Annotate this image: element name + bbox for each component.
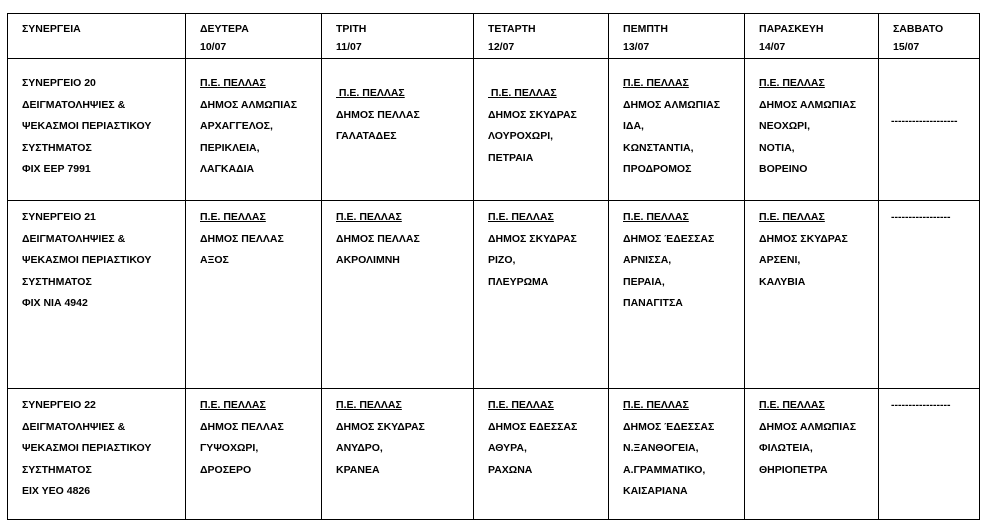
location-line: ΔΗΜΟΣ ΠΕΛΛΑΣ (336, 232, 420, 245)
crew-cell (8, 201, 186, 389)
saturday-cell (879, 59, 980, 201)
day-date: 15/07 (893, 41, 920, 53)
header-day (322, 14, 474, 59)
schedule-cell (186, 201, 322, 389)
location-line: ΓΑΛΑΤΑΔΕΣ (336, 130, 397, 142)
schedule-cell (745, 59, 879, 201)
location-line: ΔΗΜΟΣ ΣΚΥΔΡΑΣ (336, 420, 425, 433)
location-line: ΝΟΤΙΑ, (759, 141, 795, 154)
header-day (609, 14, 745, 59)
crew-line: ΕΙΧ ΥΕΟ 4826 (22, 485, 91, 497)
crew-line: ΣΥΝΕΡΓΕΙΟ 22 (22, 399, 96, 411)
crew-line: ΣΥΣΤΗΜΑΤΟΣ (22, 463, 92, 476)
region-label: Π.Ε. ΠΕΛΛΑΣ (759, 211, 825, 223)
location-line: ΑΝΥΔΡΟ, (336, 442, 383, 454)
schedule-cell (186, 59, 322, 201)
location-line: ΔΗΜΟΣ ΕΔΕΣΣΑΣ (488, 420, 578, 433)
location-line: ΠΕΤΡΑΙΑ (488, 151, 534, 164)
location-line: ΒΟΡΕΙΝΟ (759, 163, 808, 175)
location-line: ΑΡΝΙΣΣΑ, (623, 254, 672, 266)
location-line: ΠΕΡΑΙΑ, (623, 275, 665, 288)
crew-line: ΔΕΙΓΜΑΤΟΛΗΨΙΕΣ & (22, 98, 126, 111)
crew-cell (8, 59, 186, 201)
table-row (8, 59, 980, 201)
region-label: Π.Ε. ΠΕΛΛΑΣ (200, 399, 266, 411)
day-date: 12/07 (488, 41, 515, 53)
location-line: ΘΗΡΙΟΠΕΤΡΑ (759, 463, 828, 476)
location-line: ΦΙΛΩΤΕΙΑ, (759, 442, 813, 454)
region-label: Π.Ε. ΠΕΛΛΑΣ (200, 77, 266, 89)
day-name: ΔΕΥΤΕΡΑ (200, 23, 249, 35)
crew-line: ΔΕΙΓΜΑΤΟΛΗΨΙΕΣ & (22, 232, 126, 245)
day-date: 13/07 (623, 41, 650, 53)
empty-dash-line: ------------------- (891, 115, 958, 127)
region-label: Π.Ε. ΠΕΛΛΑΣ (759, 399, 825, 411)
region-label: Π.Ε. ΠΕΛΛΑΣ (759, 77, 825, 89)
day-name: ΤΕΤΑΡΤΗ (488, 23, 536, 35)
location-line: ΑΘΥΡΑ, (488, 442, 527, 454)
location-line: ΔΗΜΟΣ ΣΚΥΔΡΑΣ (759, 232, 848, 245)
header-row (8, 14, 980, 59)
crew-line: ΨΕΚΑΣΜΟΙ ΠΕΡΙΑΣΤΙΚΟΥ (22, 442, 152, 454)
schedule-cell (474, 59, 609, 201)
region-label: Π.Ε. ΠΕΛΛΑΣ (488, 211, 554, 223)
location-line: ΠΕΡΙΚΛΕΙΑ, (200, 141, 260, 154)
saturday-cell (879, 201, 980, 389)
schedule-cell (609, 389, 745, 520)
location-line: ΔΗΜΟΣ ΑΛΜΩΠΙΑΣ (200, 98, 298, 111)
schedule-cell (474, 389, 609, 520)
location-line: ΔΗΜΟΣ ΠΕΛΛΑΣ (200, 420, 284, 433)
crew-line: ΣΥΝΕΡΓΕΙΟ 20 (22, 77, 96, 89)
location-line: ΝΕΟΧΩΡΙ, (759, 120, 811, 132)
header-crews (8, 14, 186, 59)
region-label: Π.Ε. ΠΕΛΛΑΣ (623, 77, 689, 89)
location-line: ΔΡΟΣΕΡΟ (200, 463, 252, 476)
location-line: ΔΗΜΟΣ ΑΛΜΩΠΙΑΣ (759, 98, 857, 111)
location-line: ΚΑΛΥΒΙΑ (759, 275, 806, 288)
location-line: ΙΔΑ, (623, 120, 644, 132)
location-line: ΑΞΟΣ (200, 254, 229, 266)
empty-dash-line: ----------------- (891, 399, 951, 411)
location-line: ΚΑΙΣΑΡΙΑΝΑ (623, 485, 688, 497)
location-line: Ν.ΞΑΝΘΟΓΕΙΑ, (623, 442, 699, 454)
region-label: Π.Ε. ΠΕΛΛΑΣ (336, 399, 402, 411)
crew-line: ΔΕΙΓΜΑΤΟΛΗΨΙΕΣ & (22, 420, 126, 433)
location-line: ΠΑΝΑΓΙΤΣΑ (623, 297, 683, 309)
empty-dash-line: ----------------- (891, 211, 951, 223)
schedule-cell (474, 201, 609, 389)
region-label: Π.Ε. ΠΕΛΛΑΣ (336, 211, 402, 223)
location-line: ΔΗΜΟΣ ΑΛΜΩΠΙΑΣ (623, 98, 721, 111)
location-line: ΔΗΜΟΣ ΣΚΥΔΡΑΣ (488, 108, 577, 121)
location-line: Α.ΓΡΑΜΜΑΤΙΚΟ, (623, 463, 706, 476)
day-name: ΠΑΡΑΣΚΕΥΗ (759, 23, 824, 35)
schedule-cell (186, 389, 322, 520)
day-name: ΣΑΒΒΑΤΟ (893, 23, 944, 35)
location-line: ΔΗΜΟΣ ΈΔΕΣΣΑΣ (623, 420, 715, 433)
header-day (879, 14, 980, 59)
region-label: Π.Ε. ΠΕΛΛΑΣ (336, 87, 405, 99)
schedule-cell (745, 389, 879, 520)
location-line: ΛΑΓΚΑΔΙΑ (200, 163, 255, 175)
schedule-cell (322, 201, 474, 389)
location-line: ΠΡΟΔΡΟΜΟΣ (623, 163, 692, 175)
crew-line: ΣΥΣΤΗΜΑΤΟΣ (22, 141, 92, 154)
header-crews-label: ΣΥΝΕΡΓΕΙΑ (22, 23, 81, 35)
day-name: ΠΕΜΠΤΗ (623, 23, 668, 35)
location-line: ΑΡΧΑΓΓΕΛΟΣ, (200, 120, 273, 132)
location-line: ΔΗΜΟΣ ΑΛΜΩΠΙΑΣ (759, 420, 857, 433)
crew-line: ΨΕΚΑΣΜΟΙ ΠΕΡΙΑΣΤΙΚΟΥ (22, 254, 152, 266)
schedule-cell (609, 59, 745, 201)
location-line: ΔΗΜΟΣ ΈΔΕΣΣΑΣ (623, 232, 715, 245)
region-label: Π.Ε. ΠΕΛΛΑΣ (623, 211, 689, 223)
location-line: ΓΥΨΟΧΩΡΙ, (200, 442, 259, 454)
crew-line: ΣΥΣΤΗΜΑΤΟΣ (22, 275, 92, 288)
location-line: ΡΑΧΩΝΑ (488, 463, 533, 476)
region-label: Π.Ε. ΠΕΛΛΑΣ (488, 87, 557, 99)
crew-line: ΣΥΝΕΡΓΕΙΟ 21 (22, 211, 96, 223)
header-day (745, 14, 879, 59)
schedule-cell (322, 389, 474, 520)
day-date: 14/07 (759, 41, 786, 53)
crew-line: ΦΙΧ ΝΙΑ 4942 (22, 297, 88, 309)
location-line: ΡΙΖΟ, (488, 254, 516, 266)
region-label: Π.Ε. ΠΕΛΛΑΣ (200, 211, 266, 223)
location-line: ΑΡΣΕΝΙ, (759, 254, 801, 266)
header-day (186, 14, 322, 59)
region-label: Π.Ε. ΠΕΛΛΑΣ (488, 399, 554, 411)
location-line: ΛΟΥΡΟΧΩΡΙ, (488, 130, 554, 142)
location-line: ΔΗΜΟΣ ΠΕΛΛΑΣ (336, 108, 420, 121)
schedule-cell (322, 59, 474, 201)
schedule-cell (745, 201, 879, 389)
location-line: ΑΚΡΟΛΙΜΝΗ (336, 254, 400, 266)
header-day (474, 14, 609, 59)
crew-line: ΨΕΚΑΣΜΟΙ ΠΕΡΙΑΣΤΙΚΟΥ (22, 120, 152, 132)
location-line: ΔΗΜΟΣ ΣΚΥΔΡΑΣ (488, 232, 577, 245)
region-label: Π.Ε. ΠΕΛΛΑΣ (623, 399, 689, 411)
location-line: ΔΗΜΟΣ ΠΕΛΛΑΣ (200, 232, 284, 245)
crew-cell (8, 389, 186, 520)
location-line: ΚΩΝΣΤΑΝΤΙΑ, (623, 141, 694, 154)
crew-line: ΦΙΧ ΕΕΡ 7991 (22, 163, 91, 175)
schedule-table (7, 13, 980, 520)
location-line: ΠΛΕΥΡΩΜΑ (488, 275, 549, 288)
day-date: 10/07 (200, 41, 227, 53)
location-line: ΚΡΑΝΕΑ (336, 463, 380, 476)
table-row (8, 201, 980, 389)
table-row (8, 389, 980, 520)
day-name: ΤΡΙΤΗ (336, 23, 367, 35)
saturday-cell (879, 389, 980, 520)
schedule-cell (609, 201, 745, 389)
day-date: 11/07 (336, 41, 362, 53)
